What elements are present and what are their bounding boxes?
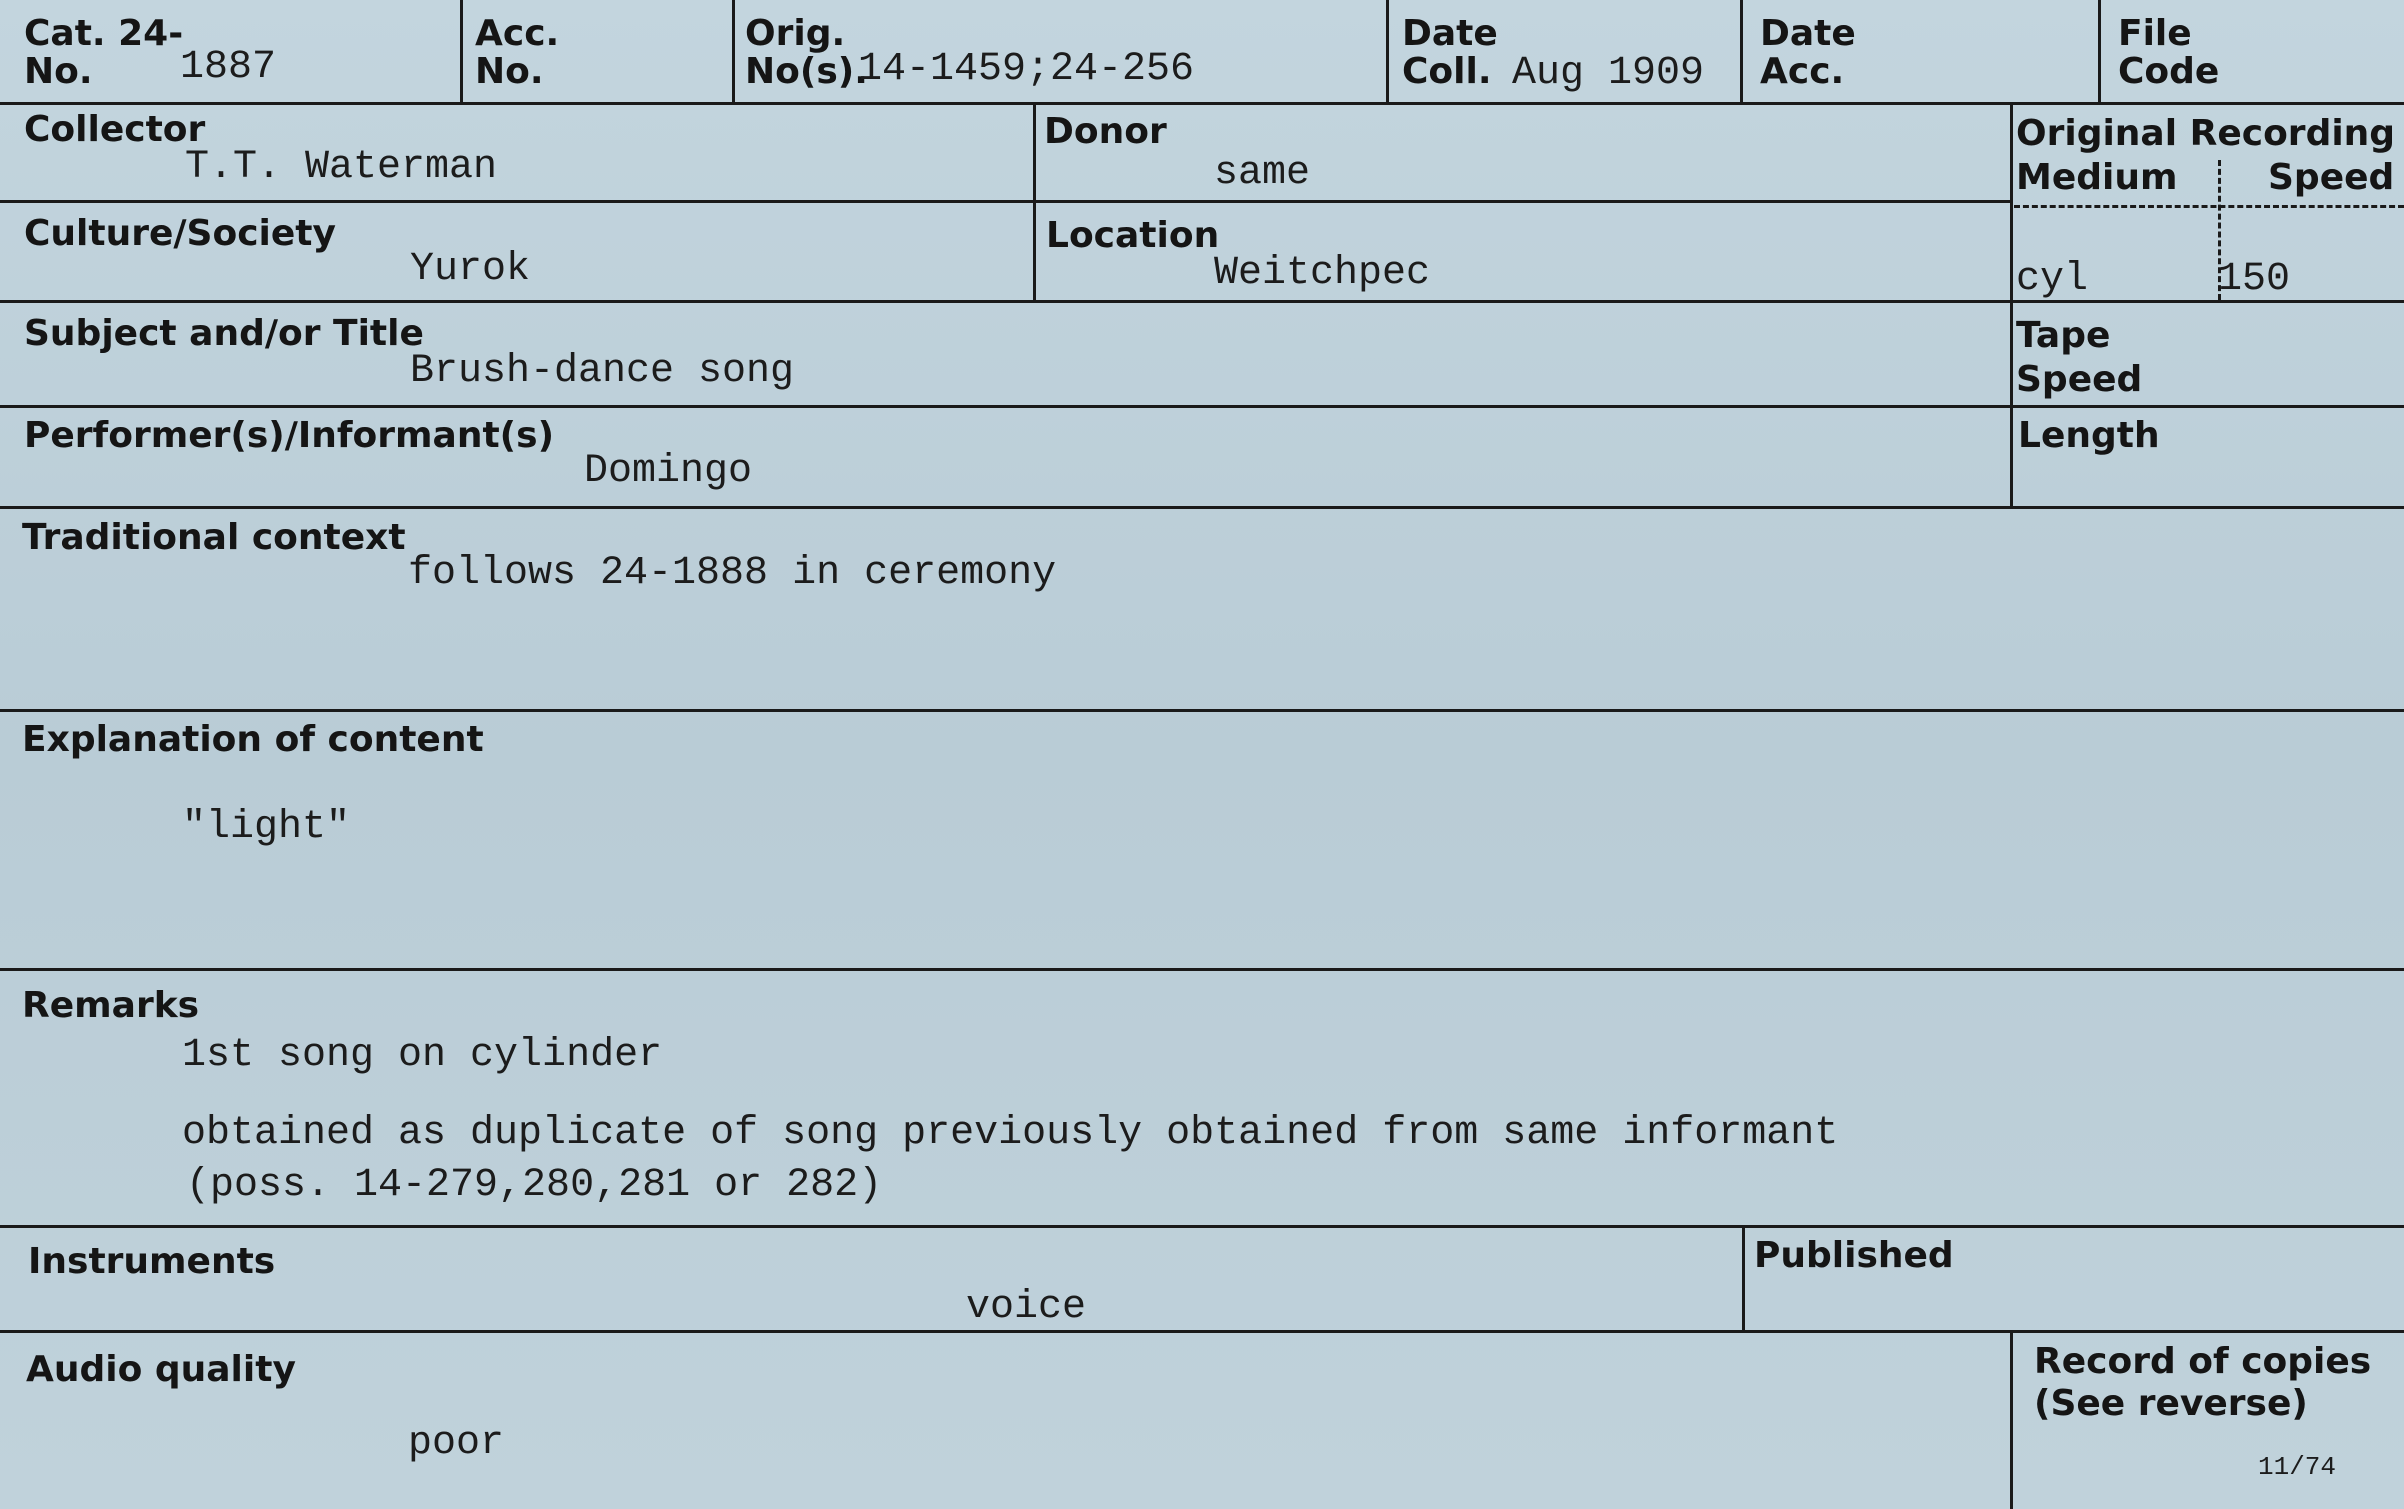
culture-label: Culture/Society (24, 213, 336, 254)
subject-label: Subject and/or Title (24, 313, 424, 354)
speed-label: Speed (2268, 157, 2395, 198)
rule (0, 102, 2404, 105)
instruments-label: Instruments (28, 1241, 276, 1282)
rule (2098, 0, 2101, 104)
rule (0, 1225, 2404, 1228)
date-acc-label: Acc. (1760, 51, 1845, 92)
rule (460, 0, 463, 104)
medium-value: cyl (2016, 257, 2089, 302)
original-recording-label: Original Recording (2016, 113, 2396, 154)
orig-no-label: Orig. (745, 13, 846, 54)
rule (0, 200, 2012, 203)
performer-label: Performer(s)/Informant(s) (24, 415, 555, 456)
record-of-copies-label: Record of copies (2034, 1341, 2372, 1382)
cat-no-label: No. (24, 51, 93, 92)
file-code-label: File (2118, 13, 2192, 54)
performer-value: Domingo (584, 449, 753, 494)
cat-no-value: 1887 (180, 45, 277, 90)
cat-no-label: Cat. 24- (24, 13, 184, 54)
remarks-line: (poss. 14-279,280,281 or 282) (186, 1163, 883, 1208)
date-acc-label: Date (1760, 13, 1856, 54)
traditional-context-value: follows 24-1888 in ceremony (408, 551, 1057, 596)
tape-speed-label: Tape (2016, 315, 2111, 356)
rule (0, 1330, 2404, 1333)
instruments-value: voice (966, 1285, 1087, 1330)
file-code-label: Code (2118, 51, 2220, 92)
length-label: Length (2018, 415, 2160, 456)
rule (0, 709, 2404, 712)
rule (0, 968, 2404, 971)
rule (0, 506, 2404, 509)
donor-label: Donor (1044, 111, 1167, 152)
audio-quality-label: Audio quality (26, 1349, 296, 1390)
rule (0, 405, 2404, 408)
rule (732, 0, 735, 104)
medium-label: Medium (2016, 157, 2178, 198)
rule (2010, 104, 2013, 509)
collector-value: T.T. Waterman (185, 145, 498, 190)
collector-label: Collector (24, 109, 206, 150)
orig-no-label: No(s). (745, 51, 868, 92)
acc-no-label: No. (475, 51, 544, 92)
remarks-line: obtained as duplicate of song previously obtained from same informant (182, 1111, 1839, 1156)
explanation-value: "light" (182, 805, 351, 850)
rule (2010, 1332, 2013, 1509)
subject-value: Brush-dance song (410, 349, 795, 394)
tape-speed-label: Speed (2016, 359, 2143, 400)
date-coll-value: Aug 1909 (1512, 51, 1705, 96)
record-of-copies-note: 11/74 (2258, 1452, 2337, 1482)
speed-value: 150 (2218, 257, 2291, 302)
location-value: Weitchpec (1214, 251, 1431, 296)
culture-value: Yurok (410, 247, 531, 292)
orig-no-value: 14-1459;24-256 (858, 47, 1195, 92)
date-coll-label: Coll. (1402, 51, 1492, 92)
date-coll-label: Date (1402, 13, 1498, 54)
rule (1740, 0, 1743, 104)
published-label: Published (1754, 1235, 1954, 1276)
remarks-line: 1st song on cylinder (182, 1033, 663, 1078)
donor-value: same (1214, 151, 1311, 196)
rule (2014, 205, 2404, 208)
rule (1742, 1225, 1745, 1332)
acc-no-label: Acc. (475, 13, 560, 54)
rule (1033, 104, 1036, 302)
location-label: Location (1046, 215, 1220, 256)
remarks-label: Remarks (22, 985, 200, 1026)
rule (1386, 0, 1389, 104)
record-of-copies-label: (See reverse) (2034, 1383, 2308, 1424)
traditional-context-label: Traditional context (22, 517, 406, 558)
explanation-label: Explanation of content (22, 719, 484, 760)
audio-quality-value: poor (408, 1421, 505, 1466)
